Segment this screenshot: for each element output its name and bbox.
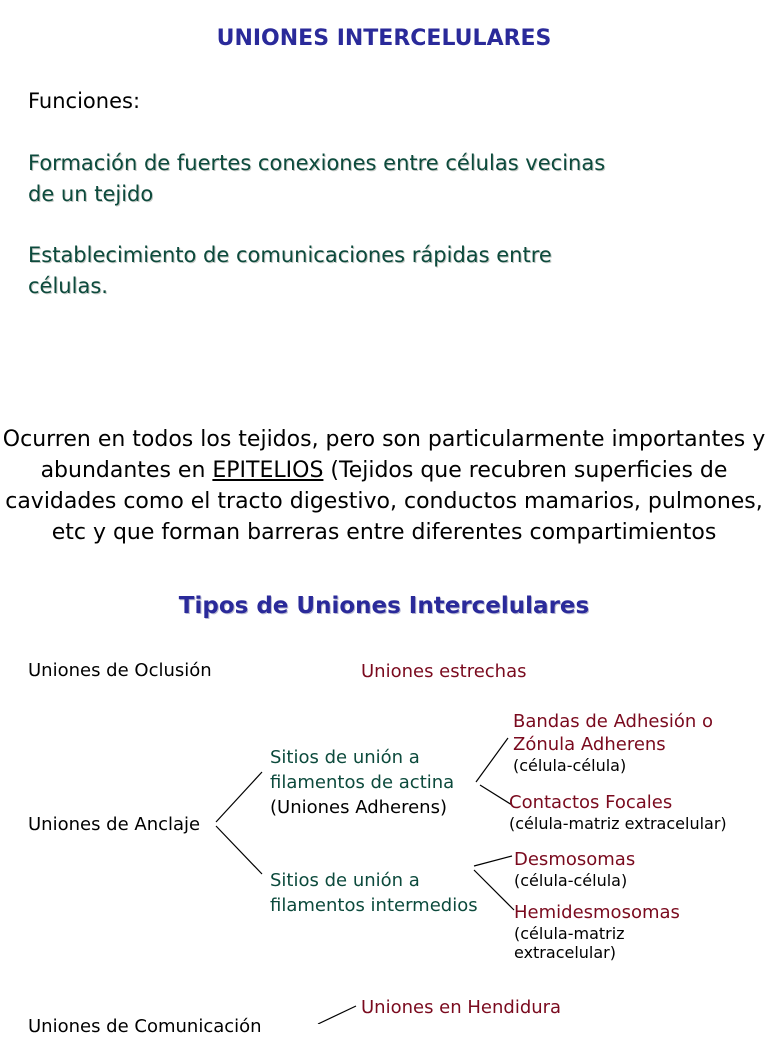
intermedios-line-1: Sitios de unión a: [270, 870, 420, 891]
desmosomas-line-1: Desmosomas: [514, 849, 636, 870]
uniones-hendidura-label: Uniones en Hendidura: [361, 997, 562, 1018]
hemidesmosomas-group: [514, 901, 680, 962]
funcion-2-line-2: células.: [28, 274, 108, 298]
hemidesmosomas-note-1: (célula-matriz: [514, 924, 625, 943]
epitelios-link: EPITELIOS: [212, 458, 324, 483]
funcion-1-line-2: de un tejido: [28, 182, 154, 206]
intermedios-line-2: filamentos intermedios: [270, 895, 478, 916]
connector-anclaje-intermedios: [216, 826, 262, 874]
bandas-note: (célula-célula): [513, 756, 627, 775]
funcion-2-line-1: Establecimiento de comunicaciones rápidas entre: [28, 243, 552, 267]
actina-line-2: filamentos de actina: [270, 772, 455, 793]
funcion-1-line-1: Formación de fuertes conexiones entre células vecinas: [28, 151, 606, 175]
comunicacion-label: Uniones de Comunicación: [28, 1016, 262, 1037]
connector-anclaje-actina: [216, 772, 262, 822]
desmosomas-note: (célula-célula): [514, 871, 628, 890]
funciones-label: Funciones:: [28, 89, 141, 113]
bandas-group: [513, 710, 713, 775]
section-subtitle: Tipos de Uniones Intercelulares: [178, 593, 590, 619]
actina-line-3: (Uniones Adherens): [270, 797, 447, 818]
contactos-note: (célula-matriz extracelular): [509, 814, 727, 833]
hemidesmosomas-note-2: extracelular): [514, 943, 616, 962]
contactos-group: [509, 791, 727, 833]
uniones-estrechas-label: Uniones estrechas: [361, 661, 527, 682]
page-title: UNIONES INTERCELULARES: [216, 26, 552, 51]
paragraph-text-before: Ocurren en todos los tejidos, pero son particularmente importantes y abundantes en: [2, 427, 766, 483]
bandas-line-1: Bandas de Adhesión o: [513, 711, 714, 732]
connector-comunicacion-hendidura: [318, 1006, 356, 1024]
desmosomas-group: [514, 848, 635, 890]
actina-line-1: Sitios de unión a: [270, 747, 420, 768]
anclaje-label: Uniones de Anclaje: [28, 814, 201, 835]
connector-actina-contactos: [480, 785, 512, 805]
intermedios-group: [270, 868, 478, 918]
paragraph-text-after: (Tejidos que recubren superficies de cavidades como el tracto digestivo, conductos mamarios, pulmones, etc y que forman barreras entre diferentes compartimientos: [5, 458, 763, 545]
contactos-line-1: Contactos Focales: [509, 792, 673, 813]
connector-intermedios-hemidesmosomas: [474, 870, 514, 910]
connector-actina-bandas: [476, 738, 508, 782]
connector-intermedios-desmosomas: [474, 856, 512, 866]
actina-group: [270, 745, 454, 820]
bandas-line-2: Zónula Adherens: [513, 734, 666, 755]
oclusion-label: Uniones de Oclusión: [28, 660, 212, 681]
hemidesmosomas-line-1: Hemidesmosomas: [514, 902, 680, 923]
